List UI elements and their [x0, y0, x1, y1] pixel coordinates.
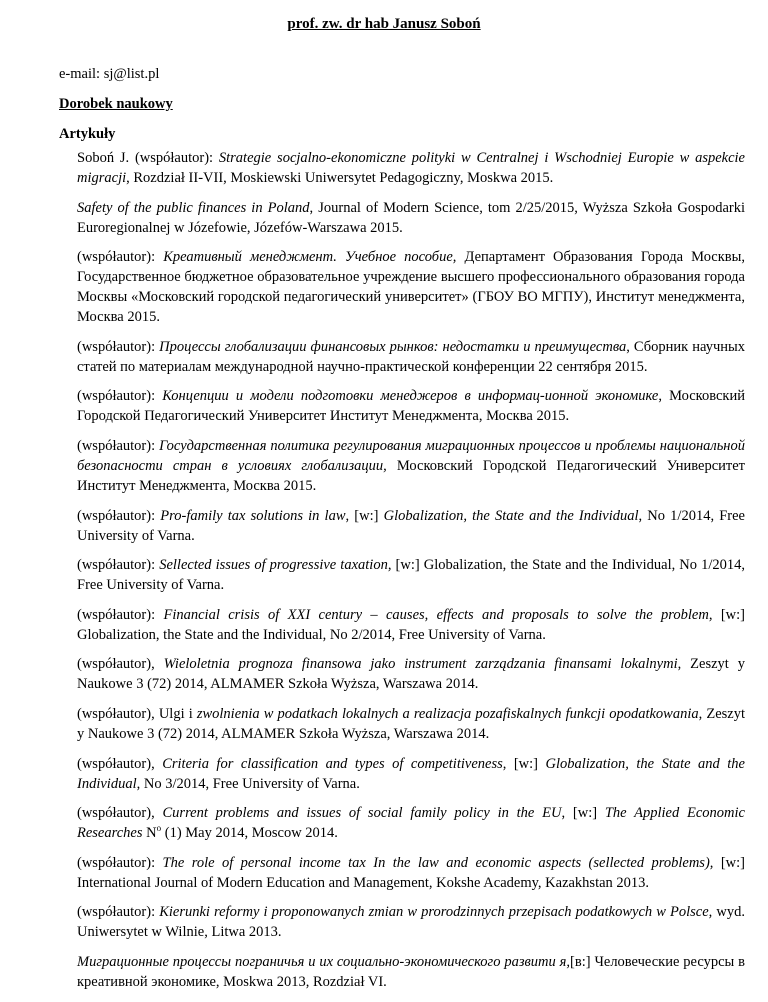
entry-title-text: Концепции и модели подготовки менеджеров в информац-ионной экономике [162, 388, 659, 405]
entry-text: , [w:] [502, 755, 546, 772]
entry-title-text: Safety of the public finances in Poland [77, 199, 310, 216]
entry-title-text: Pro-family tax solutions in law [160, 507, 346, 524]
entry-text: wyd. Uniwersytet w Wilnie, Litwa 2013. [77, 904, 745, 941]
entry-text: , Zeszyt y Naukowe 3 (72) 2014, ALMAMER Szkoła Wyższa, Warszawa 2014. [77, 656, 745, 693]
entry-text: [w:] Globalization, the State and the Individual, No 1/2014, Free University of Varna. [77, 557, 746, 594]
entry-title-text: The role of personal income tax In the law and economic aspects (sellected problems), [162, 854, 714, 871]
publication-entry [77, 654, 745, 694]
entry-text: (współautor): [77, 854, 163, 871]
entry-title-text: Креативный менеджмент. Учебное пособие, [163, 249, 457, 266]
publication-entry [77, 605, 745, 645]
publication-entry [77, 436, 745, 496]
entry-title-text: Процессы глобализации финансовых рынков: недостатки и преимущества [159, 338, 627, 355]
entry-title-text: Kierunki reformy i proponowanych zmian w prorodzinnych przepisach podatkowych w Polsce, [159, 904, 713, 921]
entry-text: Департамент Образования Города Москвы, Государственное бюджетное образовательное учреждение высшего профессионального образования города Москвы «Московский городской педагогический университет» (ГБОУ ВО МГПУ), Институт менеджмента, Москва 2015. [77, 249, 746, 326]
publication-entry [77, 803, 745, 843]
entry-text: o [156, 823, 162, 834]
publication-entry [77, 754, 745, 794]
publication-entry [77, 386, 745, 426]
entry-title-text: Globalization, the State and the Individual [383, 507, 639, 524]
entry-text: (współautor): [77, 557, 160, 574]
email-line: e-mail: sj@list.pl [59, 66, 160, 82]
publication-entry [77, 902, 745, 942]
publication-entry [77, 704, 745, 744]
entry-text: (współautor), [77, 755, 163, 772]
entry-text: , Сборник научных статей по материалам международной научно-практической конференции 22 сентября 2015. [77, 338, 746, 375]
entry-text: Московский Городской Педагогический Университет Институт Менеджмента, Москва 2015. [77, 457, 745, 494]
publication-entry [77, 506, 745, 546]
entry-text: (współautor): [77, 507, 161, 524]
entry-text: , Zeszyt y Naukowe 3 (72) 2014, ALMAMER Szkoła Wyższa, Warszawa 2014. [77, 705, 746, 742]
entry-text: , Rozdział II-VII, Moskiewski Uniwersytet Pedagogiczny, Moskwa 2015. [126, 170, 554, 186]
entry-title-text: Sellected issues of progressive taxation, [159, 557, 392, 574]
publication-entry [77, 952, 745, 992]
entry-title-text: Государственная политика регулирования миграционных процессов и проблемы национальной безопасности стран в условиях глобализации, [77, 437, 746, 474]
entry-text: (współautor), Ulgi i [77, 705, 197, 722]
entry-text: (współautor): [77, 388, 163, 405]
entry-text: , [w:] [561, 805, 605, 822]
entry-text: [w:] International Journal of Modern Education and Management, Kokshe Academy, Kazakhstan 2013. [77, 854, 745, 891]
entry-title-text: Strategie socjalno-ekonomiczne polityki w Centralnej i Wschodniej Europie w aspekcie migracji [77, 150, 745, 186]
entry-title-text: zwolnienia w podatkach lokalnych a realizacja pozafiskalnych funkcji opodatkowania [196, 705, 699, 722]
entry-text: , No 1/2014, Free University of Varna. [77, 507, 745, 544]
publication-entry [77, 247, 745, 327]
entry-title-text: Financial crisis of XXI century – causes, effects and proposals to solve the problem, [163, 606, 713, 623]
entry-text: , Journal of Modern Science, tom 2/25/2015, Wyższa Szkoła Gospodarki Euroregionalnej w Józefowie, Józefów-Warszawa 2015. [77, 199, 745, 236]
section-heading: Dorobek naukowy [59, 96, 173, 112]
entry-text: (współautor), [77, 805, 163, 822]
entry-text: (współautor): [77, 904, 160, 921]
entry-text: (współautor): [77, 249, 164, 266]
entry-text: (współautor): [77, 338, 160, 355]
entry-title-text: Criteria for classification and types of competitiveness [162, 755, 503, 772]
entry-text: [в:] Человеческие ресурсы в креативной экономике, Moskwa 2013, Rozdział VI. [77, 953, 746, 990]
publication-entry [77, 198, 745, 238]
entry-title-text: Globalization, the State and the Individual [77, 755, 745, 792]
entry-title-text: The Applied Economic Researches [77, 805, 745, 842]
entry-title-text: Current problems and issues of social family policy in the EU [162, 805, 562, 822]
publication-entry [77, 337, 745, 377]
entry-text: (współautor): [77, 606, 164, 623]
publication-entry [77, 148, 745, 188]
entry-title-text: Wieloletnia prognoza finansowa jako instrument zarządzania finansami lokalnymi [163, 656, 678, 673]
entry-text: (współautor): [77, 437, 160, 454]
entry-title-text: Миграционные процессы пограничья и их социально-экономического развити я, [77, 953, 571, 970]
publication-entry [77, 853, 745, 893]
entry-text: , No 3/2014, Free University of Varna. [136, 775, 360, 792]
entry-text: (1) May 2014, Moscow 2014. [161, 825, 338, 842]
entry-text: N [142, 825, 157, 842]
publication-list [77, 148, 745, 1002]
entry-text: , [w:] [345, 507, 384, 524]
entry-text: [w:] Globalization, the State and the Individual, No 2/2014, Free University of Varna. [77, 606, 745, 643]
entry-text: (współautor), [77, 656, 164, 673]
entry-text: Soboń J. (współautor): [77, 150, 219, 166]
entry-text: , Московский Городской Педагогический Университет Институт Менеджмента, Москва 2015. [77, 388, 746, 425]
publication-entry [77, 555, 745, 595]
author-title: prof. zw. dr hab Janusz Soboń [287, 16, 481, 32]
subsection-heading: Artykuły [59, 126, 116, 142]
